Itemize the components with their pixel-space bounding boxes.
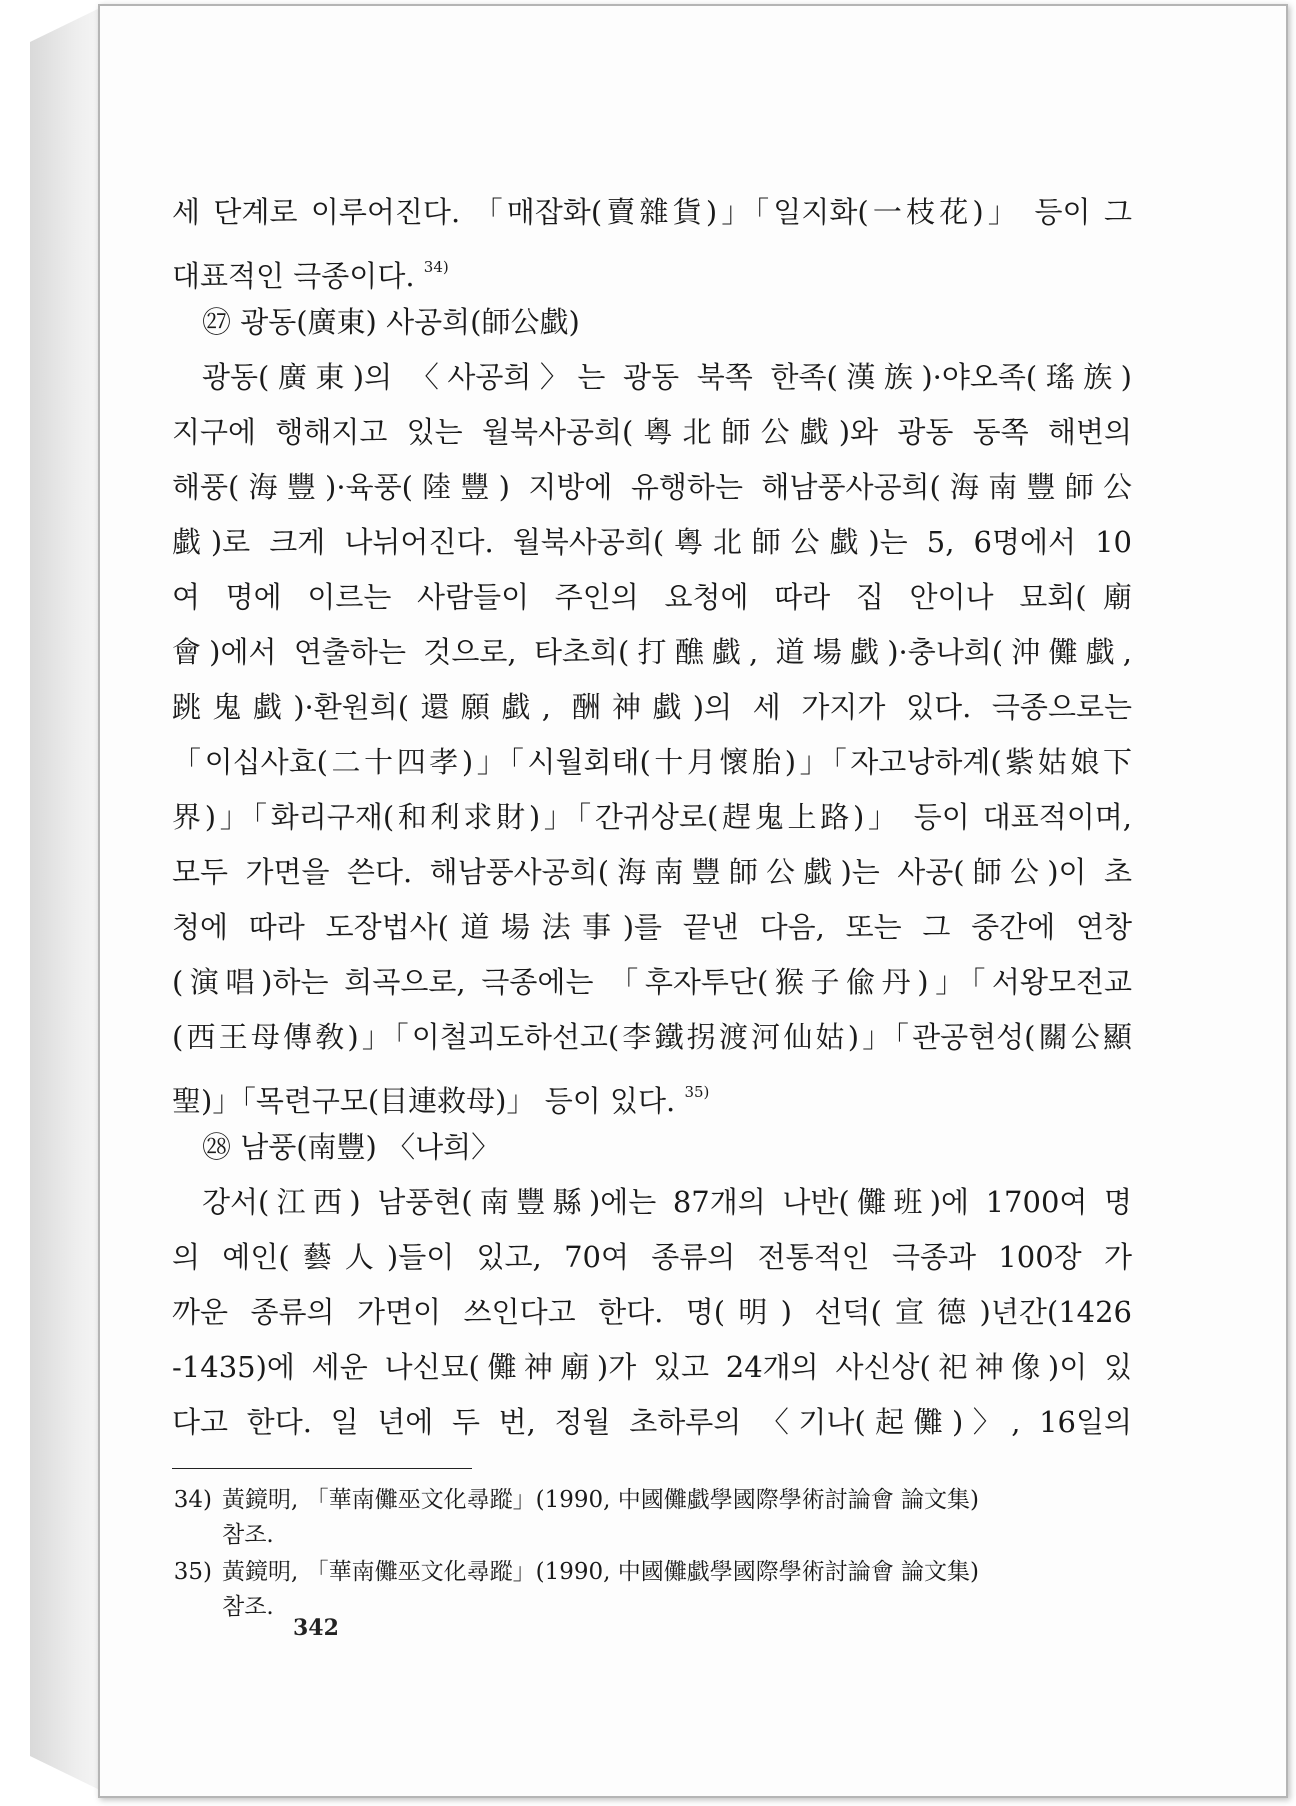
text-line: 해풍(海豐)·육풍(陸豐) 지방에 유행하는 해남풍사공희(海南豐師公 <box>172 470 1132 504</box>
footnote-number: 34) <box>173 1487 212 1513</box>
text-line: 대표적인 극종이다. $^{34)}$ <box>172 258 449 293</box>
text-line: 의 예인(藝人)들이 있고, 70여 종류의 전통적인 극종과 100장 가 <box>172 1240 1132 1274</box>
footnote-number: 35) <box>173 1559 212 1585</box>
text-line: 「이십사효(二十四孝)」「시월회태(十月懷胎)」「자고낭하계(紫姑娘下 <box>172 745 1132 779</box>
text-line: 界)」「화리구재(和利求財)」「간귀상로(趕鬼上路)」 등이 대표적이며, <box>172 800 1132 834</box>
text-line: 강서(江西) 남풍현(南豐縣)에는 87개의 나반(儺班)에 1700여 명 <box>202 1185 1132 1219</box>
text-line: 聖)」「목련구모(目連救母)」 등이 있다. $^{35)}$ <box>172 1083 710 1118</box>
text-line: 跳鬼戱)·환원희(還願戱, 酬神戱)의 세 가지가 있다. 극종으로는 <box>172 690 1132 724</box>
footnote-ref: 35) <box>684 1083 710 1101</box>
footnote <box>172 1555 1132 1589</box>
text-line: -1435)에 세운 나신묘(儺神廟)가 있고 24개의 사신상(祀神像)이 있 <box>172 1350 1132 1384</box>
text-line: 광동(廣東)의 〈사공희〉는 광동 북쪽 한족(漢族)·야오족(瑤族) <box>202 360 1132 394</box>
footnote-continuation: 참조. <box>222 1594 274 1620</box>
section-heading: ㉗ 광동(廣東) 사공희(師公戱) <box>202 305 580 339</box>
text-line: 까운 종류의 가면이 쓰인다고 한다. 명(明) 선덕(宣德)년간(1426 <box>172 1295 1132 1329</box>
text-line: 모두 가면을 쓴다. 해남풍사공희(海南豐師公戱)는 사공(師公)이 초 <box>172 855 1132 889</box>
text-line: 會)에서 연출하는 것으로, 타초희(打醮戱, 道場戱)·충나희(沖儺戱, <box>172 635 1132 669</box>
text-line: 戱)로 크게 나뉘어진다. 월북사공희(粵北師公戱)는 5, 6명에서 10 <box>172 525 1132 559</box>
footnote <box>172 1483 1132 1517</box>
footnote-text: 黃鏡明, 「華南儺巫文化尋蹤」(1990, 中國儺戱學國際學術討論會 論文集) <box>222 1559 980 1585</box>
footnote-divider <box>172 1468 472 1469</box>
footnote-text: 黃鏡明, 「華南儺巫文化尋蹤」(1990, 中國儺戱學國際學術討論會 論文集) <box>222 1487 980 1513</box>
text-line: 다고 한다. 일 년에 두 번, 정월 초하루의 〈기나(起儺)〉, 16일의 <box>172 1405 1132 1439</box>
text-line: 지구에 행해지고 있는 월북사공희(粵北師公戱)와 광동 동쪽 해변의 <box>172 415 1132 449</box>
footnote-ref: 34) <box>423 258 449 276</box>
text-line: (演唱)하는 희곡으로, 극종에는 「후자투단(猴子偸丹)」「서왕모전교 <box>172 965 1132 999</box>
page-body <box>172 185 1132 1627</box>
text-line: 여 명에 이르는 사람들이 주인의 요청에 따라 집 안이나 묘회(廟 <box>172 580 1132 614</box>
page-number: 342 <box>293 1615 339 1641</box>
text-line: (西王母傳敎)」「이철괴도하선고(李鐵拐渡河仙姑)」「관공현성(關公顯 <box>172 1020 1132 1054</box>
footnote-continuation: 참조. <box>222 1522 274 1548</box>
section-heading: ㉘ 남풍(南豐) 〈나희〉 <box>202 1130 501 1164</box>
book-edge <box>30 4 108 1794</box>
text-line: 청에 따라 도장법사(道場法事)를 끝낸 다음, 또는 그 중간에 연창 <box>172 910 1132 944</box>
text-line: 세 단계로 이루어진다. 「매잡화(賣雜貨)」「일지화(一枝花)」 등이 그 <box>172 195 1132 229</box>
